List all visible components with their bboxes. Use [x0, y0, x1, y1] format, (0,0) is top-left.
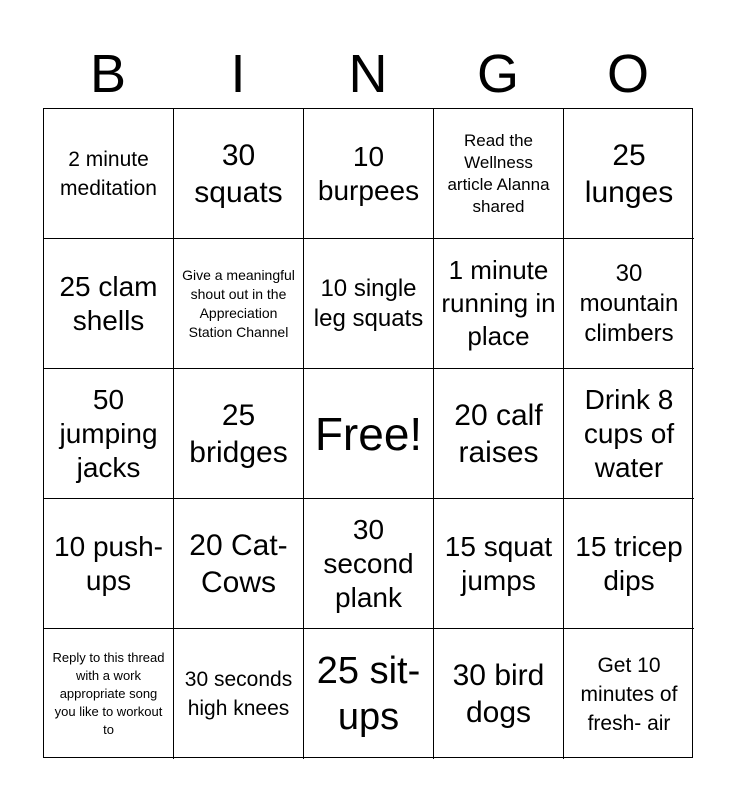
bingo-cell[interactable]: [564, 109, 694, 239]
cell-text: Reply to this thread with a work appropriate song you like to workout to: [52, 650, 165, 737]
bingo-cell[interactable]: [174, 499, 304, 629]
bingo-cell[interactable]: [44, 239, 174, 369]
cell-text: 15 squat jumps: [444, 530, 553, 596]
cell-text: 10 push-ups: [54, 530, 163, 596]
bingo-cell[interactable]: [434, 239, 564, 369]
cell-text: Free!: [314, 407, 423, 460]
bingo-cell[interactable]: [44, 369, 174, 499]
cell-text: 30 mountain climbers: [579, 259, 679, 347]
cell-text: Give a meaningful shout out in the Appreciation Station Channel: [182, 266, 295, 340]
header-letter-o: O: [606, 44, 649, 104]
bingo-cell[interactable]: [44, 499, 174, 629]
cell-text: 25 clam shells: [59, 270, 158, 336]
bingo-cell[interactable]: [564, 499, 694, 629]
bingo-cell[interactable]: [564, 369, 694, 499]
header-letter-i: I: [230, 44, 246, 104]
bingo-cell[interactable]: [44, 629, 174, 759]
cell-text: 20 Cat-Cows: [189, 528, 288, 599]
header-letter-n: N: [348, 44, 388, 104]
bingo-cell[interactable]: [564, 239, 694, 369]
cell-text: 30 bird dogs: [452, 659, 545, 729]
bingo-grid: [43, 108, 693, 758]
cell-text: 10 burpees: [317, 140, 420, 206]
bingo-cell[interactable]: [174, 239, 304, 369]
bingo-cell[interactable]: [304, 239, 434, 369]
bingo-cell[interactable]: [434, 499, 564, 629]
cell-text: 25 sit-ups: [316, 650, 421, 738]
bingo-cell[interactable]: [304, 499, 434, 629]
cell-text: 10 single leg squats: [313, 274, 424, 332]
bingo-cell[interactable]: [174, 629, 304, 759]
cell-text: Read the Wellness article Alanna shared: [447, 130, 550, 216]
bingo-cell[interactable]: [304, 109, 434, 239]
bingo-cell[interactable]: [434, 369, 564, 499]
bingo-cell[interactable]: [174, 369, 304, 499]
header-letter-b: B: [89, 44, 127, 104]
cell-text: Drink 8 cups of water: [583, 383, 675, 483]
free-cell[interactable]: [304, 369, 434, 499]
bingo-cell[interactable]: [434, 629, 564, 759]
cell-text: 2 minute meditation: [60, 147, 157, 200]
cell-text: 50 jumping jacks: [59, 383, 158, 483]
bingo-cell[interactable]: [174, 109, 304, 239]
cell-text: 20 calf raises: [454, 398, 543, 469]
bingo-cell[interactable]: [434, 109, 564, 239]
bingo-cell[interactable]: [564, 629, 694, 759]
cell-text: 1 minute running in place: [441, 255, 556, 351]
cell-text: 30 squats: [194, 138, 283, 209]
cell-text: 30 second plank: [323, 513, 414, 613]
cell-text: 25 bridges: [189, 398, 288, 469]
bingo-header: [43, 40, 693, 108]
cell-text: Get 10 minutes of fresh- air: [580, 653, 678, 735]
bingo-cell[interactable]: [44, 109, 174, 239]
cell-text: 15 tricep dips: [575, 530, 683, 596]
cell-text: 30 seconds high knees: [184, 668, 293, 720]
bingo-cell[interactable]: [304, 629, 434, 759]
cell-text: 25 lunges: [584, 138, 674, 209]
header-letter-g: G: [476, 44, 519, 104]
